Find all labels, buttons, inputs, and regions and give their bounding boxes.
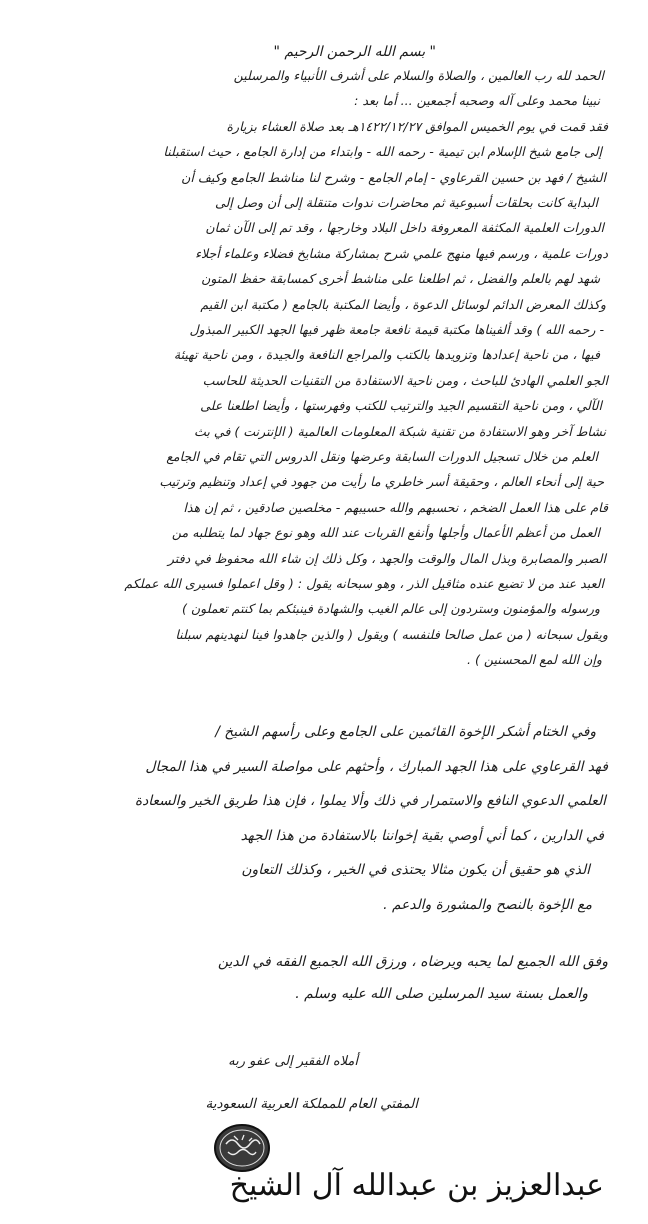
letter-line: والعمل بسنة سيد المرسلين صلى الله عليه وسلم . bbox=[295, 986, 588, 1002]
letter-line: الشيخ / فهد بن حسين القرعاوي - إمام الجامع - وشرح لنا مناشط الجامع وكيف أن bbox=[181, 169, 606, 185]
signature-name: عبدالعزيز بن عبدالله آل الشيخ bbox=[229, 1168, 604, 1203]
letter-line: مع الإخوة بالنصح والمشورة والدعم . bbox=[383, 896, 592, 913]
letter-line: فقد قمت في يوم الخميس الموافق ١٤٢٢/١٢/٢٧هـ بعد صلاة العشاء بزيارة bbox=[226, 118, 608, 134]
letter-line: وفق الله الجميع لما يحبه ويرضاه ، ورزق الله الجميع الفقه في الدين bbox=[217, 954, 608, 970]
letter-line: وإن الله لمع المحسنين ) . bbox=[466, 652, 602, 668]
letter-line: نبينا محمد وعلى آله وصحبه أجمعين ... أما بعد : bbox=[354, 93, 600, 109]
letter-line: العبد عند من لا تضيع عنده مثاقيل الذر ، وهو سبحانه يقول : ( وقل اعملوا فسيرى الله عملكم bbox=[124, 576, 604, 591]
letter-line: فهد القرعاوي على هذا الجهد المبارك ، وأحثهم على مواصلة السير في هذا المجال bbox=[145, 758, 608, 775]
letter-line: العلم من خلال تسجيل الدورات السابقة وعرضها ونقل الدروس التي تقام في الجامع bbox=[166, 449, 598, 464]
basmala: " بسم الله الرحمن الرحيم " bbox=[273, 44, 436, 60]
signature-title: المفتي العام للمملكة العربية السعودية bbox=[205, 1096, 418, 1112]
letter-line: وكذلك المعرض الدائم لوسائل الدعوة ، وأيضا المكتبة بالجامع ( مكتبة ابن القيم bbox=[200, 296, 606, 312]
letter-line: الذي هو حقيق أن يكون مثالا يحتذى في الخير ، وكذلك التعاون bbox=[241, 862, 590, 878]
letter-line: الجو العلمي الهادئ للباحث ، ومن ناحية الاستفادة من التقنيات الحديثة للحاسب bbox=[202, 372, 608, 388]
official-seal bbox=[212, 1122, 272, 1174]
letter-line: قام على هذا العمل الضخم ، نحسبهم والله حسيبهم - مخلصين صادقين ، ثم إن هذا bbox=[183, 499, 608, 515]
letter-line: الصبر والمصابرة وبذل المال والوقت والجهد ، وكل ذلك إن شاء الله محفوظ في دفتر bbox=[167, 550, 606, 566]
letter-line: وفي الختام أشكر الإخوة القائمين على الجامع وعلى رأسهم الشيخ / bbox=[215, 724, 596, 740]
letter-line: العلمي الدعوي النافع والاستمرار في ذلك وألا يملوا ، فإن هذا طريق الخير والسعادة bbox=[134, 793, 606, 809]
letter-line: شهد لهم بالعلم والفضل ، ثم اطلعنا على مناشط أخرى كمسابقة حفظ المتون bbox=[201, 271, 600, 287]
letter-line: البداية كانت بحلقات أسبوعية ثم محاضرات ندوات متنقلة إلى أن وصل إلى bbox=[214, 195, 598, 210]
letter-line: فيها ، من ناحية إعدادها وتزويدها بالكتب والمراجع النافعة والجيدة ، ومن ناحية تهيئة bbox=[173, 347, 600, 363]
letter-line: الحمد لله رب العالمين ، والصلاة والسلام على أشرف الأنبياء والمرسلين bbox=[233, 68, 604, 83]
signature-dictation: أملاه الفقير إلى عفو ربه bbox=[228, 1054, 358, 1069]
letter-line: في الدارين ، كما أني أوصي بقية إخواننا بالاستفادة من هذا الجهد bbox=[240, 827, 604, 844]
letter-line: دورات علمية ، ورسم فيها منهج علمي شرح بمشاركة مشايخ فضلاء وعلماء أجلاء bbox=[195, 245, 608, 261]
letter-line: نشاط آخر وهو الاستفادة من تقنية شبكة المعلومات العالمية ( الإنترنت ) في بث bbox=[193, 423, 606, 439]
letter-line: حية إلى أنحاء العالم ، وحقيقة أسر خاطري ما رأيت من جهود في إعداد وتنظيم وترتيب bbox=[159, 474, 604, 490]
letter-line: الآلي ، ومن ناحية التقسيم الجيد والترتيب للكتب وفهرستها ، وأيضا اطلعنا على bbox=[200, 398, 602, 414]
letter-line: ورسوله والمؤمنون وستردون إلى عالم الغيب والشهادة فينبئكم بما كنتم تعملون ) bbox=[181, 601, 600, 617]
letter-line: الدورات العلمية المكثفة المعروفة داخل البلاد وخارجها ، وقد تم إلى الآن ثمان bbox=[205, 220, 604, 236]
letter-line: إلى جامع شيخ الإسلام ابن تيمية - رحمه الله - وابتداء من إدارة الجامع ، حيث استقبلنا bbox=[163, 144, 602, 160]
letter-line: العمل من أعظم الأعمال وأجلها وأنفع القربات عند الله وهو نوع جهاد لما يتطلبه من bbox=[171, 525, 600, 541]
letter-line: - رحمه الله ) وقد ألفيناها مكتبة قيمة نافعة جامعة ظهر فيها الجهد الكبير المبذول bbox=[189, 322, 604, 337]
letter-line: ويقول سبحانه ( من عمل صالحا فلنفسه ) ويقول ( والذين جاهدوا فينا لنهدينهم سبلنا bbox=[175, 626, 608, 642]
